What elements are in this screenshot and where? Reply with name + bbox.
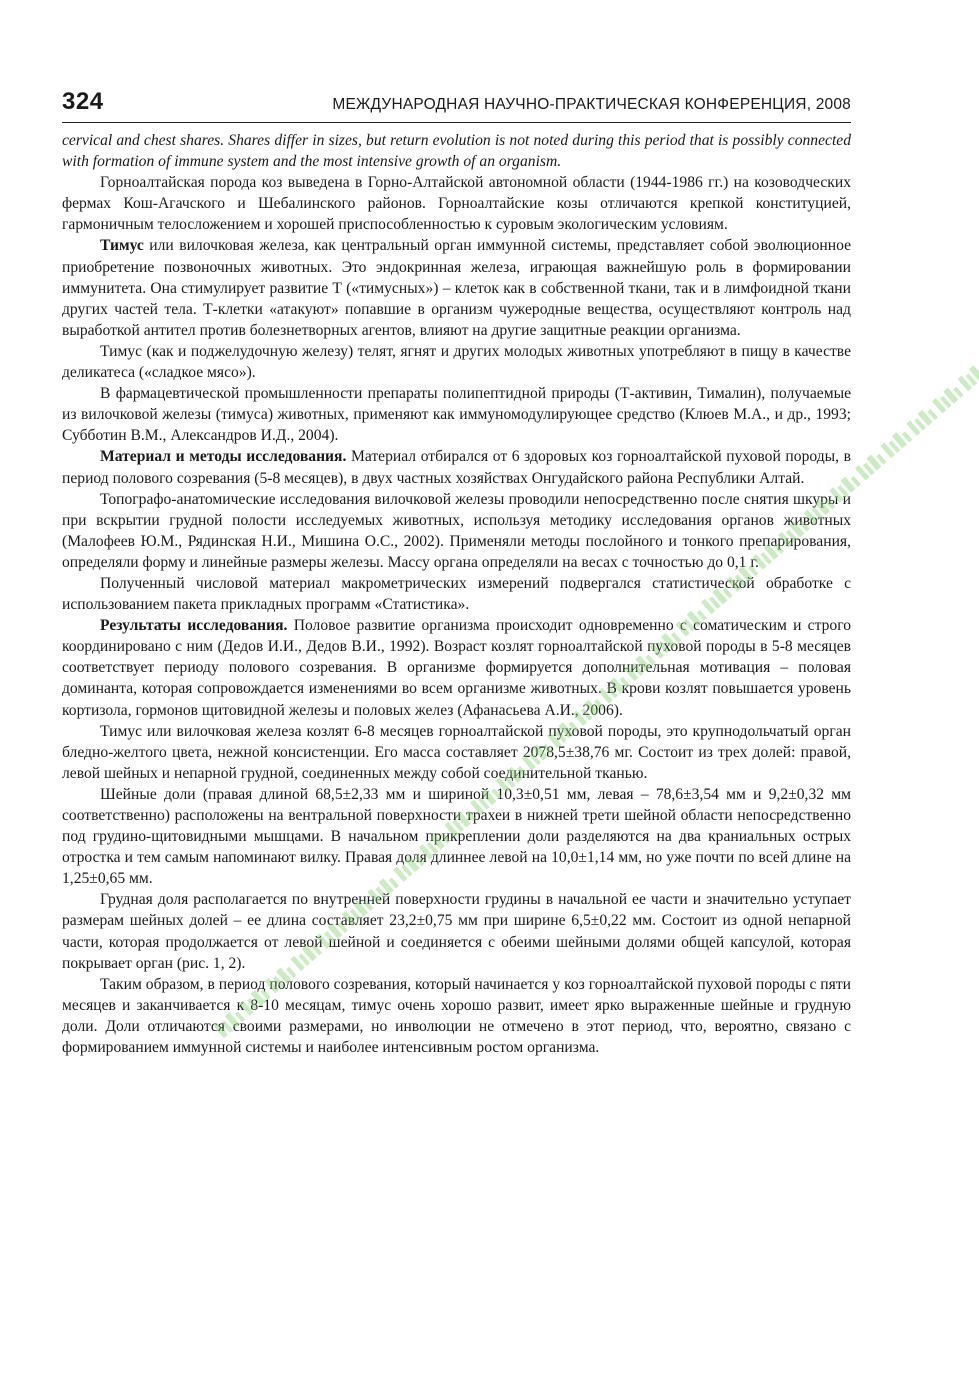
page-number: 324 xyxy=(62,88,104,115)
paragraph xyxy=(62,172,851,235)
paragraph-lead: Тимус xyxy=(100,237,144,255)
paragraph-text: Грудная доля располагается по внутренней поверхности грудины в начальной ее части и значительно уступает размерам шейных долей – ее длина составляет 23,2±0,75 мм при ширине 6,5±0,22 мм. Состоит из одной непарной части, которая продолжается от левой шейной и соединяется с обеими шейными долями общей капсулой, которая покрывает орган (рис. 1, 2). xyxy=(62,891,851,972)
paragraph xyxy=(62,446,851,488)
paragraph-text: или вилочковая железа, как центральный орган иммунной системы, представляет собой эволюционное приобретение позвоночных животных. Это эндокринная железа, играющая важнейшую роль в формировании иммунитета. Она стимулирует развитие Т («тимусных») – клеток как в собственной ткани, так и в лимфоидной ткани других частей тела. Т-клетки «атакуют» попавшие в организм чужеродные вещества, осуществляют контроль над выработкой антител против болезнетворных агентов, влияют на другие защитные реакции организма. xyxy=(62,237,851,339)
paragraph-text: Таким образом, в период полового созревания, который начинается у коз горноалтайской пуховой породы с пяти месяцев и заканчивается к 8-10 месяцам, тимус очень хорошо развит, имеет ярко выраженные шейные и грудную доли. Доли отличаются своими размерами, но инволюции не отмечено в этот период, что, вероятно, связано с формированием иммунной системы и наиболее интенсивным ростом организма. xyxy=(62,975,851,1057)
paragraph xyxy=(62,383,851,446)
section-heading-results: Результаты исследования. xyxy=(100,617,288,635)
paragraph-text: Топографо-анатомические исследования вилочковой железы проводили непосредственно после снятия шкуры и при вскрытии грудной полости исследуемых животных, используя методику исследования органов животных (Малофеев Ю.М., Рядинская Н.И., Мишина О.С., 2002). Применяли методы послойного и тонкого препарирования, определяли форму и линейные размеры железы. Массу органа определяли на весах с точностью до 0,1 г. xyxy=(62,490,851,571)
paragraph xyxy=(62,784,851,889)
english-abstract-tail: cervical and chest shares. Shares differ in sizes, but return evolution is not noted during this period that is possibly connected with formation of immune system and the most intensive growth of an organism. xyxy=(62,132,851,171)
paragraph xyxy=(62,721,851,784)
paragraph xyxy=(62,489,851,573)
paragraph xyxy=(62,974,851,1058)
paragraph-text: Полученный числовой материал макрометрических измерений подвергался статистической обработке с использованием пакета прикладных программ «Статистика». xyxy=(62,574,851,614)
section-heading-methods: Материал и методы исследования. xyxy=(100,448,347,466)
paragraph-text: Тимус (как и поджелудочную железу) телят, ягнят и других молодых животных употребляют в пищу в качестве деликатеса («сладкое мясо»). xyxy=(62,342,851,382)
page-header xyxy=(62,88,851,123)
paragraph-text: Тимус или вилочковая железа козлят 6-8 месяцев горноалтайской пуховой породы, это крупнодольчатый орган бледно-желтого цвета, нежной консистенции. Его масса составляет 2078,5±38,76 мг. Состоит из трех долей: правой, левой шейных и непарной грудной, соединенных между собой соединительной тканью. xyxy=(62,722,851,782)
running-head: МЕЖДУНАРОДНАЯ НАУЧНО-ПРАКТИЧЕСКАЯ КОНФЕРЕНЦИЯ, 2008 xyxy=(332,96,851,113)
paragraph-text: В фармацевтической промышленности препараты полипептидной природы (Т-активин, Тималин), получаемые из вилочковой железы (тимуса) животных, применяют как иммуномодулирующее средство (Клюев М.А., и др., 1993; Субботин В.М., Александров И.Д., 2004). xyxy=(62,385,851,445)
paragraph-text: Материал отбирался от 6 здоровых коз горноалтайской пуховой породы, в период полового созревания (5-8 месяцев), в двух частных хозяйствах Онгудайского района Республики Алтай. xyxy=(62,448,851,487)
paragraph xyxy=(62,889,851,973)
paragraph-text: Шейные доли (правая длиной 68,5±2,33 мм и шириной 10,3±0,51 мм, левая – 78,6±3,54 мм и 9,2±0,32 мм соответственно) расположены на вентральной поверхности трахеи в нижней трети шейной области непосредственно под грудино-щитовидными мышцами. В начальном прикреплении доли разделяются на два краниальных острых отростка и тем самым напоминают вилку. Правая доля длиннее левой на 10,0±1,14 мм, но уже почти по всей длине на 1,25±0,65 мм. xyxy=(62,785,851,888)
paragraph xyxy=(62,615,851,720)
paragraph xyxy=(62,235,851,340)
paragraph-text: Половое развитие организма происходит одновременно с соматическим и строго координировано с ним (Дедов И.И., Дедов В.И., 1992). Возраст козлят горноалтайской пуховой породы в 5-8 месяцев соответствует периоду полового созревания. В организме формируется дополнительная мотивация – половая доминанта, которая сопровождается изменениями во всем организме животных. В крови козлят повышается уровень кортизола, гормонов щитовидной железы и половых желез (Афанасьева А.И., 2006). xyxy=(62,617,851,719)
paragraph xyxy=(62,573,851,615)
paragraph-text: Горноалтайская порода коз выведена в Горно-Алтайской автономной области (1944-1986 гг.) на козоводческих фермах Кош-Агачского и Шебалинского районов. Горноалтайские козы отличаются крепкой конституцией, гармоничным телосложением и хорошей приспособленностью к суровым экологическим условиям. xyxy=(62,174,851,234)
body-text xyxy=(62,130,851,1058)
paragraph xyxy=(62,341,851,383)
